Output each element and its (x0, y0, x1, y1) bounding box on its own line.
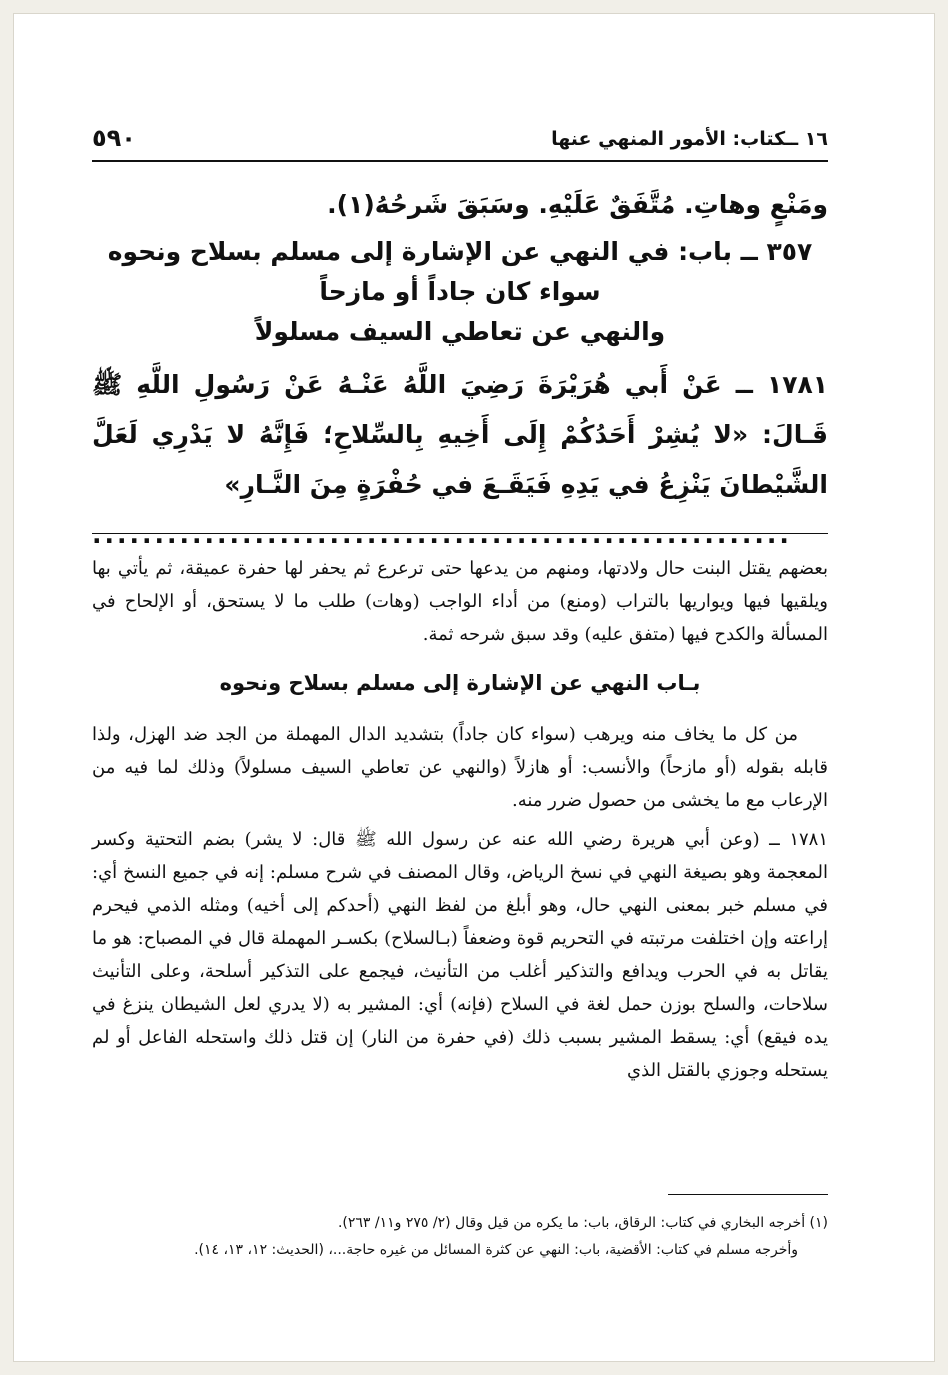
commentary-separator (92, 533, 828, 534)
page-number: ٥٩٠ (92, 124, 136, 152)
continuation-dots: ........................................................ (92, 520, 792, 549)
chapter-title-line-2: والنهي عن تعاطي السيف مسلولاً (254, 317, 666, 346)
footnote-rule (668, 1194, 828, 1195)
commentary-paragraph-1: بعضهم يقتل البنت حال ولادتها، ومنهم من يدعها حتى ترعرع ثم يحفر لها حفرة عميقة، ثم يأتي بها ويلقيها فيها ويواريها بالتراب (ومنع) من أداء الواجب (وهات) طلب ما لا يستحق، أو الإلحاح في المسألة والكدح فيها (متفق عليه) وقد سبق شرحه ثمة. (92, 558, 828, 645)
chapter-title-line-1: ٣٥٧ ــ باب: في النهي عن الإشارة إلى مسلم بسلاح ونحوه سواء كان جاداً أو مازحاً (107, 237, 813, 306)
commentary-bab-heading: بـاب النهي عن الإشارة إلى مسلم بسلاح ونحوه (219, 671, 701, 695)
main-text (92, 178, 828, 560)
hadith-body: ١٧٨١ ــ عَنْ أَبي هُرَيْرَةَ رَضِيَ اللَّهُ عَنْـهُ عَنْ رَسُولِ اللَّهِ ﷺ قَـالَ: «لا يُشِرْ أَحَدُكُمْ إِلَى أَخِيهِ بِالسِّلاحِ؛ فَإِنَّهُ لا يَدْرِي لَعَلَّ الشَّيْطانَ يَنْزِعُ في يَدِهِ فَيَقَـعَ في حُفْرَةٍ مِنَ النَّـارِ» (92, 370, 828, 499)
page-header (92, 120, 828, 162)
matn-continuation: ومَنْعٍ وهاتِ. مُتَّفَقٌ عَلَيْهِ. وسَبَقَ شَرحُهُ(١). (327, 190, 828, 219)
hadith-text (92, 360, 828, 560)
running-title: ١٦ ــكتاب: الأمور المنهي عنها (551, 128, 828, 150)
footnote-1: (١) أخرجه البخاري في كتاب: الرقاق، باب: ما يكره من قيل وقال (٢/ ٢٧٥ و١١/ ٢٦٣). (337, 1215, 828, 1231)
commentary-paragraph-3: ١٧٨١ ــ (وعن أبي هريرة رضي الله عنه عن رسول الله ﷺ قال: لا يشر) بضم التحتية وكسر المعجمة وهو بصيغة النهي في نسخ الرياض، وقال المصنف في شرح مسلم: إنه في جميع النسخ أي: في مسلم خبر بمعنى النهي حال، وهو أبلغ من لفظ النهي (أحدكم إلى أخيه) ومثله الذمي فيحرم إراعته وإن اختلفت مرتبته في التحريم قوة وضعفاً (بـالسلاح) بكسـر المهملة قال في المصباح: هو ما يقاتل به في الحرب ويدافع والتذكير أغلب من التأنيث، فيجمع على التذكير أسلحة، وعلى التأنيث سلاحات، والسلح بوزن حمل لغة في السلاح (فإنه) أي: المشير به (لا يدري لعل الشيطان ينزغ في يده فيقع) أي: يسقط المشير بسبب ذلك (في حفرة من النار) إن قتل ذلك واستحله الفاعل أو لم يستحله وجوزي بالقتل الذي (92, 829, 828, 1081)
page-content (92, 14, 828, 1361)
footnote-1-continuation: وأخرجه مسلم في كتاب: الأقضية، باب: النهي عن كثرة المسائل من غيره حاجة...، (الحديث: ١٢، ١٣، ١٤). (194, 1242, 798, 1258)
commentary-paragraph-2: من كل ما يخاف منه ويرهب (سواء كان جاداً) بتشديد الدال المهملة من الجد ضد الهزل، ولذا قابله بقوله (أو مازحاً) والأنسب: أو هازلاً (والنهي عن تعاطي السيف مسلولاً) وذلك لما فيه من الإرعاب مع ما يخشى من حصول ضرر منه. (92, 724, 828, 811)
commentary (92, 552, 828, 1093)
footnotes (92, 1210, 828, 1264)
